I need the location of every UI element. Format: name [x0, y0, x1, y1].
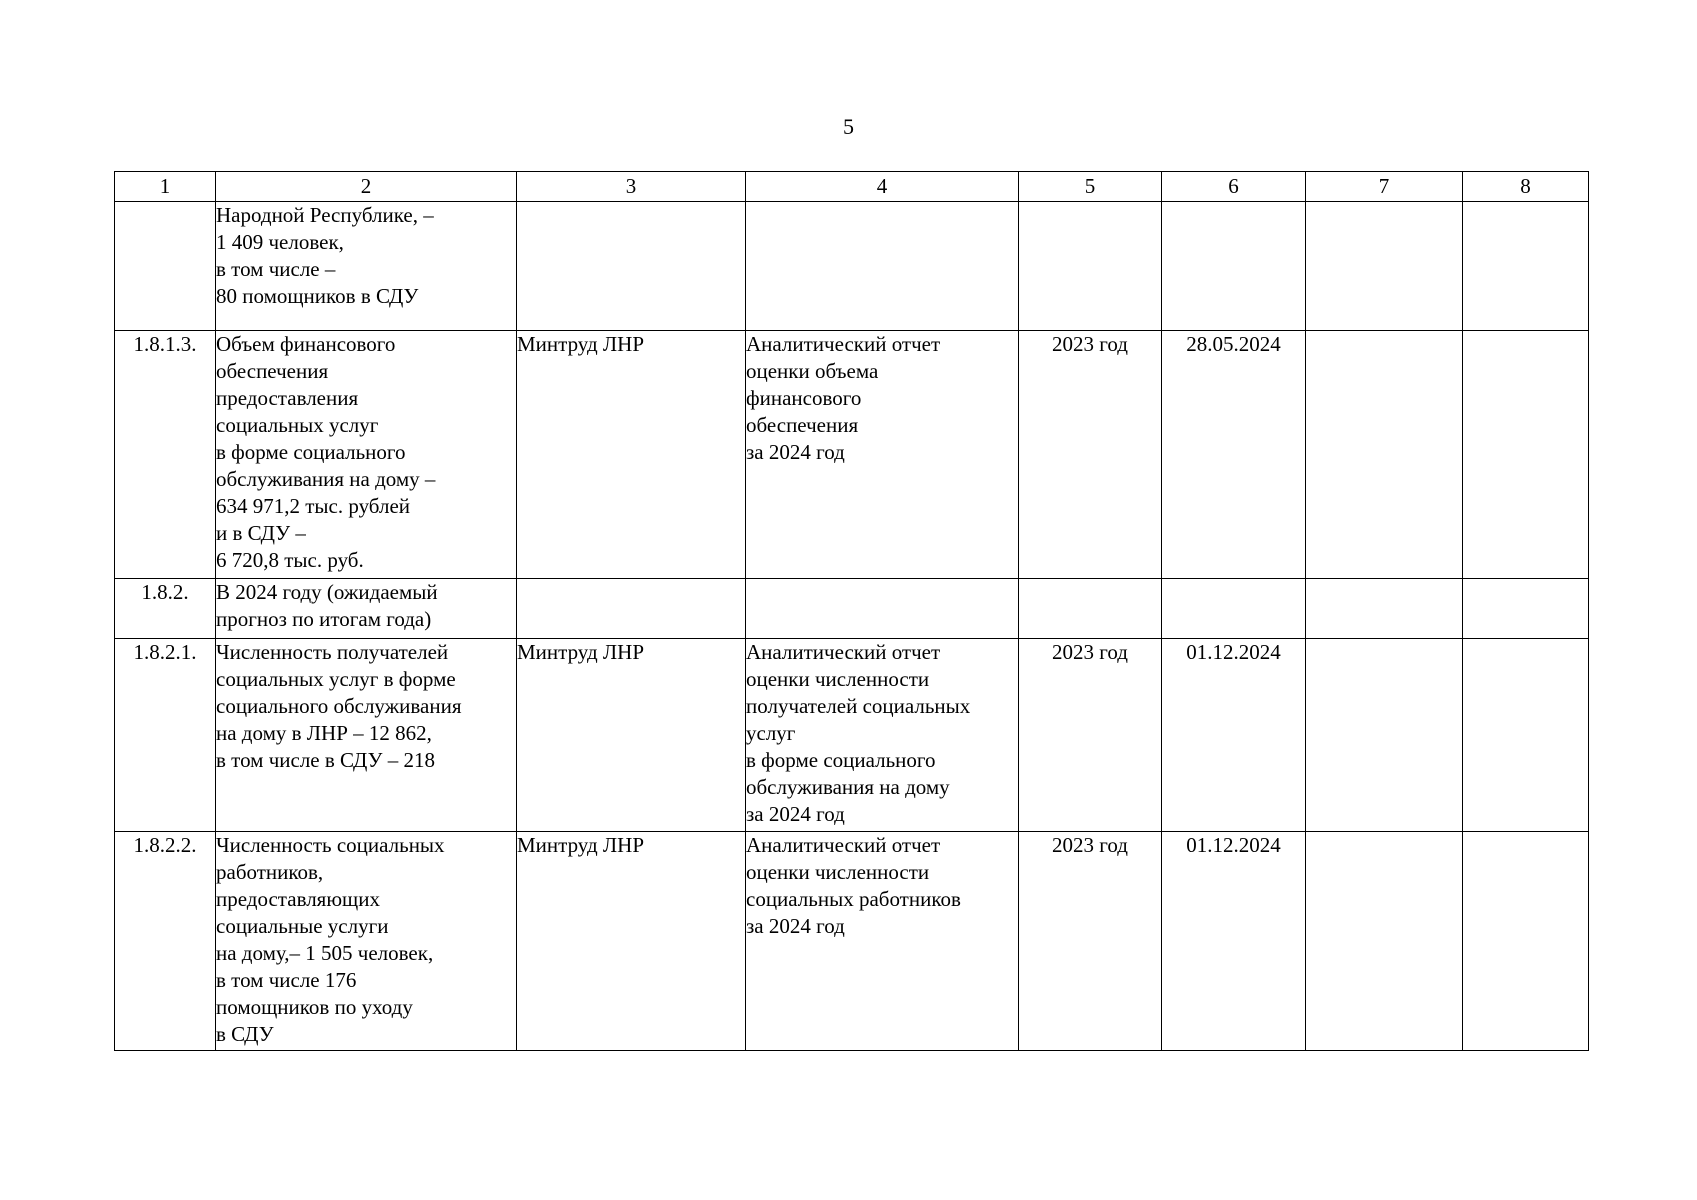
base-year-cell: 2023 год	[1019, 639, 1162, 832]
column-header-3: 3	[517, 172, 746, 202]
item-number-cell: 1.8.2.2.	[115, 832, 216, 1051]
column-8-cell	[1463, 202, 1589, 331]
base-year-cell: 2023 год	[1019, 832, 1162, 1051]
page-number: 5	[843, 114, 854, 139]
column-7-cell	[1306, 832, 1463, 1051]
item-number-cell: 1.8.2.	[115, 579, 216, 639]
document-cell-line: получателей социальных	[746, 694, 971, 718]
table-row	[115, 331, 1589, 579]
document-cell	[746, 579, 1019, 639]
column-header-2: 2	[216, 172, 517, 202]
column-7-cell	[1306, 639, 1463, 832]
indicator-cell-line: социальных услуг	[216, 413, 379, 437]
indicator-cell	[216, 202, 517, 331]
document-cell-line: финансового	[746, 386, 862, 410]
document-cell-line: обслуживания на дому	[746, 775, 950, 799]
table-row	[115, 832, 1589, 1051]
indicator-cell-line: предоставляющих	[216, 887, 380, 911]
document-cell-line: оценки объема	[746, 359, 879, 383]
responsible-cell	[517, 579, 746, 639]
indicator-cell	[216, 331, 517, 579]
indicator-cell-line: в том числе в СДУ – 218	[216, 748, 435, 772]
table-row	[115, 639, 1589, 832]
column-7-cell	[1306, 202, 1463, 331]
indicator-cell-line: Численность социальных	[216, 833, 445, 857]
date-cell	[1162, 579, 1306, 639]
document-cell-line: в форме социального	[746, 748, 936, 772]
indicator-cell	[216, 579, 517, 639]
date-cell: 01.12.2024	[1162, 832, 1306, 1051]
document-cell	[746, 202, 1019, 331]
document-cell-line: оценки численности	[746, 860, 930, 884]
column-8-cell	[1463, 832, 1589, 1051]
column-header-6: 6	[1162, 172, 1306, 202]
indicator-cell	[216, 639, 517, 832]
column-number-header-row	[115, 172, 1589, 202]
document-cell-line: Аналитический отчет	[746, 640, 941, 664]
indicator-cell-line: социальных услуг в форме	[216, 667, 456, 691]
indicators-table	[114, 171, 1589, 1051]
date-cell: 28.05.2024	[1162, 331, 1306, 579]
column-header-5: 5	[1019, 172, 1162, 202]
item-number-cell	[115, 202, 216, 331]
column-7-cell	[1306, 331, 1463, 579]
document-cell-line: за 2024 год	[746, 440, 845, 464]
base-year-cell	[1019, 202, 1162, 331]
indicator-cell-line: в СДУ	[216, 1022, 274, 1046]
responsible-cell	[517, 639, 746, 832]
indicator-cell-line: предоставления	[216, 386, 359, 410]
indicator-cell-line: социальные услуги	[216, 914, 389, 938]
indicator-cell-line: и в СДУ –	[216, 521, 306, 545]
indicator-cell-line: в форме социального	[216, 440, 406, 464]
indicator-cell-line: Численность получателей	[216, 640, 449, 664]
indicator-cell-line: 80 помощников в СДУ	[216, 284, 419, 308]
indicator-cell-line: 6 720,8 тыс. руб.	[216, 548, 364, 572]
responsible-cell	[517, 832, 746, 1051]
responsible-cell-line: Минтруд ЛНР	[517, 640, 645, 664]
indicator-cell-line: 634 971,2 тыс. рублей	[216, 494, 411, 518]
document-cell-line: Аналитический отчет	[746, 833, 941, 857]
document-cell-line: оценки численности	[746, 667, 930, 691]
responsible-cell-line: Минтруд ЛНР	[517, 833, 645, 857]
item-number-cell: 1.8.2.1.	[115, 639, 216, 832]
responsible-cell-line: Минтруд ЛНР	[517, 332, 645, 356]
indicator-cell-line: работников,	[216, 860, 324, 884]
table-row	[115, 202, 1589, 331]
column-header-8: 8	[1463, 172, 1589, 202]
column-header-4: 4	[746, 172, 1019, 202]
column-8-cell	[1463, 639, 1589, 832]
indicator-cell-line: на дому в ЛНР – 12 862,	[216, 721, 432, 745]
column-7-cell	[1306, 579, 1463, 639]
indicator-cell-line: социального обслуживания	[216, 694, 462, 718]
column-header-7: 7	[1306, 172, 1463, 202]
indicator-cell-line: в том числе 176	[216, 968, 357, 992]
document-cell-line: за 2024 год	[746, 802, 845, 826]
document-cell-line: обеспечения	[746, 413, 859, 437]
indicator-cell-line: Народной Республике, –	[216, 203, 434, 227]
base-year-cell: 2023 год	[1019, 331, 1162, 579]
indicator-cell-line: 1 409 человек,	[216, 230, 344, 254]
document-cell	[746, 832, 1019, 1051]
indicator-cell-line: в том числе –	[216, 257, 336, 281]
column-header-1: 1	[115, 172, 216, 202]
document-cell-line: Аналитический отчет	[746, 332, 941, 356]
base-year-cell	[1019, 579, 1162, 639]
column-8-cell	[1463, 579, 1589, 639]
column-8-cell	[1463, 331, 1589, 579]
table-row	[115, 579, 1589, 639]
document-cell-line: услуг	[746, 721, 796, 745]
document-cell-line: за 2024 год	[746, 914, 845, 938]
indicator-cell-line: обслуживания на дому –	[216, 467, 436, 491]
indicator-cell-line: на дому,– 1 505 человек,	[216, 941, 434, 965]
indicator-cell-line: прогноз по итогам года)	[216, 607, 432, 631]
indicator-cell-line: обеспечения	[216, 359, 329, 383]
document-cell	[746, 331, 1019, 579]
responsible-cell	[517, 331, 746, 579]
indicator-cell-line: В 2024 году (ожидаемый	[216, 580, 438, 604]
date-cell	[1162, 202, 1306, 331]
indicator-cell	[216, 832, 517, 1051]
indicator-cell-line: помощников по уходу	[216, 995, 413, 1019]
document-cell	[746, 639, 1019, 832]
item-number-cell: 1.8.1.3.	[115, 331, 216, 579]
document-cell-line: социальных работников	[746, 887, 961, 911]
date-cell: 01.12.2024	[1162, 639, 1306, 832]
responsible-cell	[517, 202, 746, 331]
indicator-cell-line: Объем финансового	[216, 332, 396, 356]
